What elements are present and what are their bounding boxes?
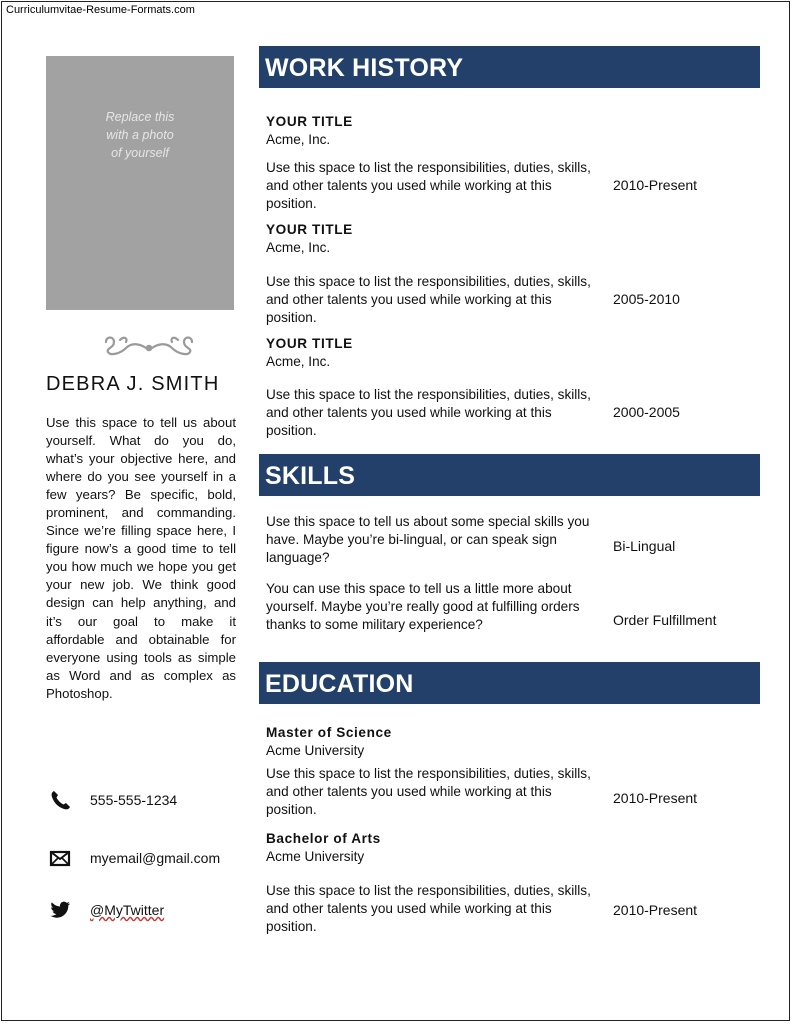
photo-placeholder-text [46,108,234,162]
job-description: Use this space to list the responsibilities, duties, skills, and other talents you used while working at this position. [266,387,591,439]
twitter-handle[interactable]: @MyTwitter [90,902,165,918]
job-company: Acme, Inc. [266,240,331,255]
job-title: YOUR TITLE [266,114,353,129]
contact-phone [48,788,248,812]
skills-section-header [259,454,760,496]
about-me-text: Use this space to tell us about yourself. What do you do, what’s your objective here, and where do you see yourself in a few years? Be specific, bold, prominent, and commanding. Since we’re filling space here, I figure now’s a good time to tell you how much we hope you get your new job. We think good design can help anything, and it’s our goal to make it affordable and obtainable for everyone using tools as simple as Word and as complex as Photoshop. [46,415,236,701]
degree-dates: 2010-Present [613,902,698,918]
degree-description: Use this space to list the responsibilities, duties, skills, and other talents you used while working at this position. [266,766,591,818]
job-dates: 2010-Present [613,177,698,193]
job-company: Acme, Inc. [266,354,331,369]
phone-number: 555-555-1234 [90,792,178,808]
envelope-icon [48,846,72,870]
school-name: Acme University [266,849,365,864]
skill-name: Bi-Lingual [613,538,676,554]
job-title: YOUR TITLE [266,336,353,351]
skill-description: You can use this space to tell us a little more about yourself. Maybe you’re really good at fulfilling orders thanks to some military experience? [266,581,580,633]
degree-description: Use this space to list the responsibilities, duties, skills, and other talents you used while working at this position. [266,883,591,935]
photo-text-line-1: Replace this [105,110,175,124]
contact-email [48,846,248,870]
twitter-bird-icon [48,898,72,922]
work-history-section-header [259,46,760,88]
skill-name: Order Fulfillment [613,612,717,628]
degree-dates: 2010-Present [613,790,698,806]
education-heading: EDUCATION [265,670,414,698]
school-name: Acme University [266,743,365,758]
watermark: Curriculumvitae-Resume-Formats.com [6,4,195,16]
work-history-heading: WORK HISTORY [265,54,464,82]
skills-heading: SKILLS [265,462,356,490]
degree-title: Master of Science [266,725,392,740]
phone-icon [48,788,72,812]
email-address[interactable]: myemail@gmail.com [90,850,221,866]
job-company: Acme, Inc. [266,132,331,147]
job-description: Use this space to list the responsibilities, duties, skills, and other talents you used while working at this position. [266,160,591,212]
candidate-name: DEBRA J. SMITH [46,373,220,395]
photo-text-line-3: of yourself [111,146,169,160]
contact-twitter [48,898,248,922]
degree-title: Bachelor of Arts [266,831,381,846]
job-dates: 2005-2010 [613,291,680,307]
photo-text-line-2: with a photo [106,128,174,142]
job-title: YOUR TITLE [266,222,353,237]
job-description: Use this space to list the responsibilities, duties, skills, and other talents you used while working at this position. [266,274,591,326]
education-section-header [259,662,760,704]
skill-description: Use this space to tell us about some special skills you have. Maybe you’re bi-lingual, or can speak sign language? [266,514,590,566]
job-dates: 2000-2005 [613,404,680,420]
flourish-ornament-icon [102,330,196,360]
photo-placeholder[interactable] [46,56,234,310]
